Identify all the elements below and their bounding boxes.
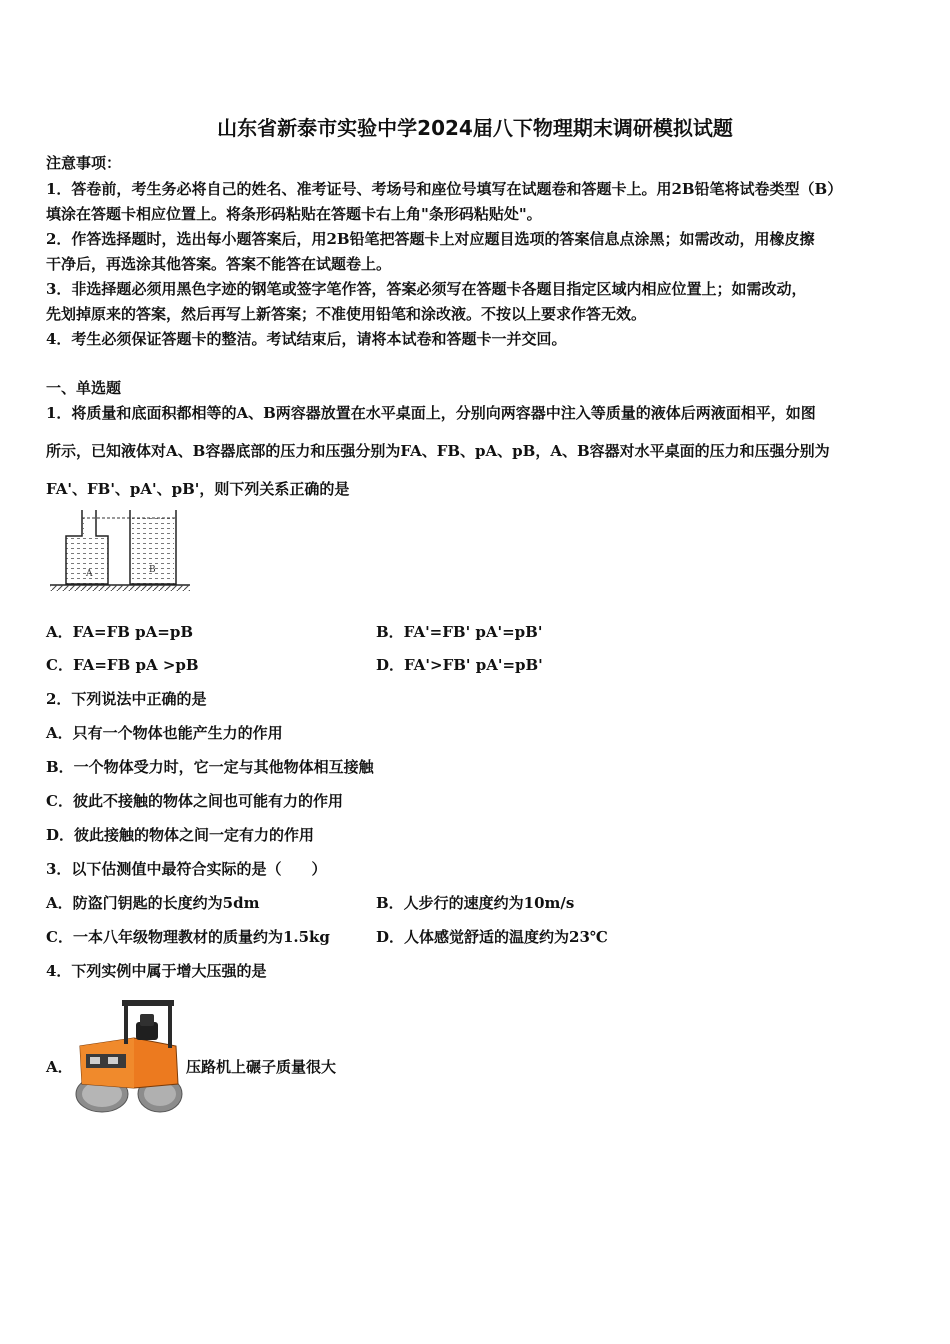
q1-stem-line-1: 1．将质量和底面积都相等的A、B两容器放置在水平桌面上，分别向两容器中注入等质量的液体后两液面相平，如图 [46, 404, 816, 422]
q1-option-b[interactable]: B．FA'=FB' pA'=pB' [376, 623, 543, 641]
q2-option-a[interactable]: A．只有一个物体也能产生力的作用 [46, 724, 283, 742]
q3-option-b[interactable]: B．人步行的速度约为10m/s [376, 894, 575, 912]
q2-option-d[interactable]: D．彼此接触的物体之间一定有力的作用 [46, 826, 315, 844]
notice-line-3b: 先划掉原来的答案，然后再写上新答案；不准使用铅笔和涂改液。不按以上要求作答无效。 [46, 305, 647, 323]
q4-option-a-text[interactable]: 压路机上碾子质量很大 [186, 1058, 337, 1076]
q1-stem-line-2: 所示，已知液体对A、B容器底部的压力和压强分别为FA、FB、pA、pB，A、B容器对水平桌面的压力和压强分别为 [46, 442, 830, 460]
q1-stem-line-3: FA'、FB'、pA'、pB'，则下列关系正确的是 [46, 480, 350, 498]
q4-stem: 4．下列实例中属于增大压强的是 [46, 962, 267, 980]
q3-option-d[interactable]: D．人体感觉舒适的温度约为23℃ [376, 928, 608, 946]
q1-containers-figure [46, 506, 192, 592]
section-heading: 一、单选题 [46, 379, 122, 397]
q2-option-c[interactable]: C．彼此不接触的物体之间也可能有力的作用 [46, 792, 343, 810]
q3-option-c[interactable]: C．一本八年级物理教材的质量约为1.5kg [46, 928, 330, 946]
q1-option-d[interactable]: D．FA'>FB' pA'=pB' [376, 656, 543, 674]
road-roller-image [74, 996, 184, 1116]
notice-line-2a: 2．作答选择题时，选出每小题答案后，用2B铅笔把答题卡上对应题目选项的答案信息点涂黑；如需改动，用橡皮擦 [46, 230, 815, 248]
q1-fig-label-a: A [86, 569, 93, 579]
q3-stem: 3．以下估测值中最符合实际的是（ ） [46, 860, 327, 878]
q1-option-a[interactable]: A．FA=FB pA=pB [46, 623, 194, 641]
q2-stem: 2．下列说法中正确的是 [46, 690, 207, 708]
notice-heading: 注意事项： [46, 154, 122, 172]
notice-line-4: 4．考生必须保证答题卡的整洁。考试结束后，请将本试卷和答题卡一并交回。 [46, 330, 567, 348]
q3-option-a[interactable]: A．防盗门钥匙的长度约为5dm [46, 894, 260, 912]
page-title: 山东省新泰市实验中学2024届八下物理期末调研模拟试题 [217, 116, 733, 140]
q4-option-a-letter[interactable]: A． [46, 1058, 73, 1076]
q2-option-b[interactable]: B．一个物体受力时，它一定与其他物体相互接触 [46, 758, 374, 776]
notice-line-3a: 3．非选择题必须用黑色字迹的钢笔或签字笔作答，答案必须写在答题卡各题目指定区域内相应位置上；如需改动， [46, 280, 807, 298]
notice-line-1b: 填涂在答题卡相应位置上。将条形码粘贴在答题卡右上角"条形码粘贴处"。 [46, 205, 542, 223]
notice-line-2b: 干净后，再选涂其他答案。答案不能答在试题卷上。 [46, 255, 392, 273]
notice-line-1a: 1．答卷前，考生务必将自己的姓名、准考证号、考场号和座位号填写在试题卷和答题卡上。用2B铅笔将试卷类型（B） [46, 180, 843, 198]
q1-option-c[interactable]: C．FA=FB pA >pB [46, 656, 199, 674]
q1-fig-label-b: B [149, 565, 156, 575]
